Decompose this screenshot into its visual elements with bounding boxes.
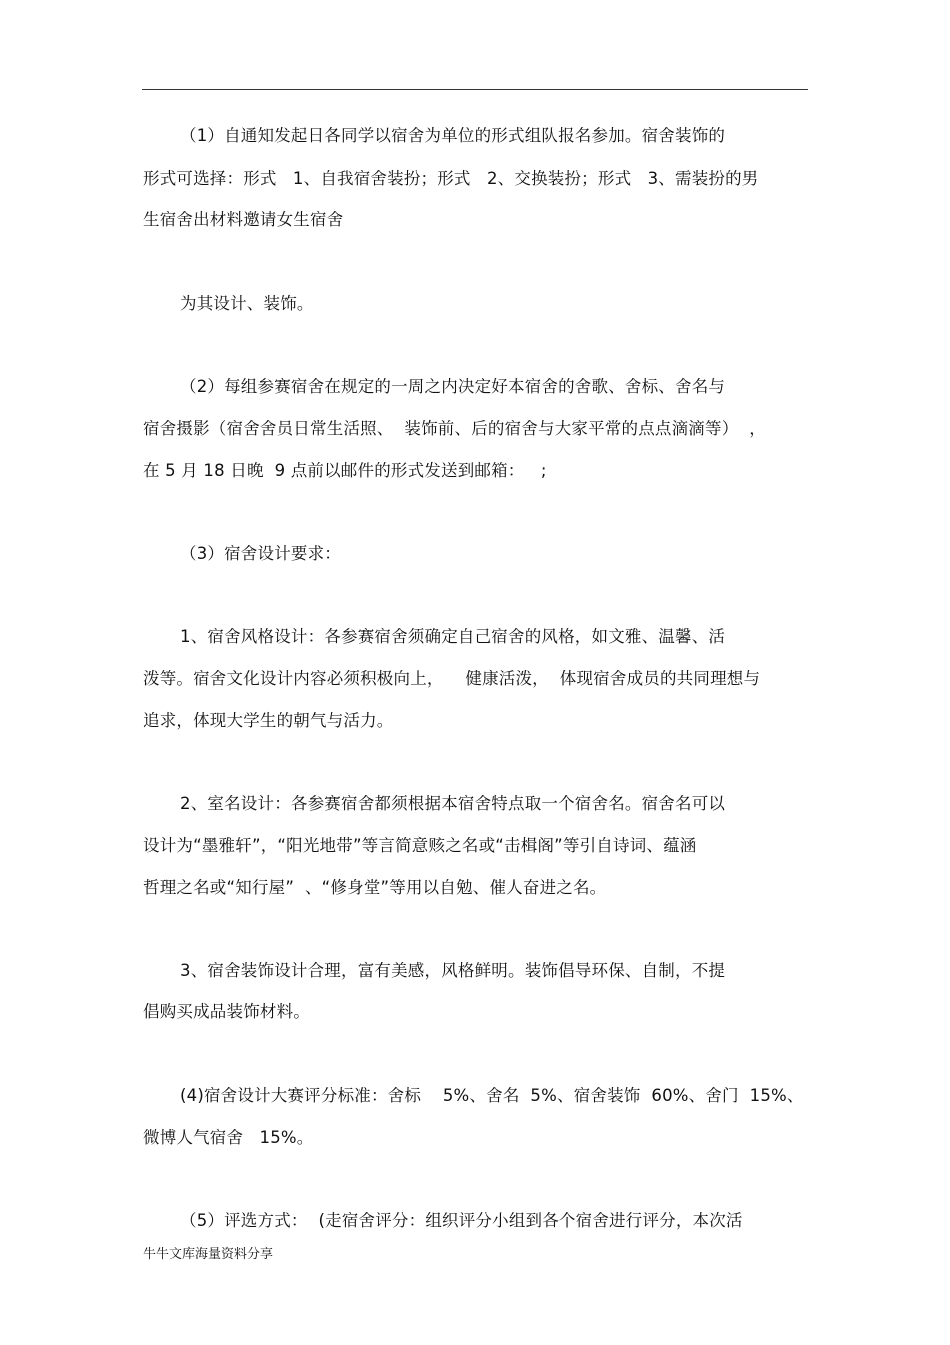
paragraph-1-line-2: 形式可选择：形式 1、自我宿舍装扮；形式 2、交换装扮；形式 3、需装扮的男 bbox=[143, 169, 759, 188]
paragraph-7-line-1: 3、宿舍装饰设计合理，富有美感，风格鲜明。装饰倡导环保、自制，不提 bbox=[180, 961, 726, 980]
footer-text: 牛牛文库海量资料分享 bbox=[143, 1247, 274, 1262]
paragraph-3-line-3: 在 5 月 18 日晚 9 点前以邮件的形式发送到邮箱： ; bbox=[143, 461, 547, 480]
paragraph-8-line-1: (4)宿舍设计大赛评分标准：舍标 5%、舍名 5%、宿舍装饰 60%、舍门 15%、 bbox=[180, 1086, 804, 1105]
paragraph-5-line-3: 追求，体现大学生的朝气与活力。 bbox=[143, 711, 394, 730]
paragraph-8-line-2: 微博人气宿舍 15%。 bbox=[143, 1128, 314, 1147]
paragraph-3-line-1: （2）每组参赛宿舍在规定的一周之内决定好本宿舍的舍歌、舍标、舍名与 bbox=[180, 377, 726, 396]
paragraph-1-line-3: 生宿舍出材料邀请女生宿舍 bbox=[143, 210, 344, 229]
paragraph-9-line-1: （5）评选方式： (走宿舍评分：组织评分小组到各个宿舍进行评分，本次活 bbox=[180, 1211, 743, 1230]
section-heading-requirements: （3）宿舍设计要求： bbox=[180, 544, 341, 563]
paragraph-1-line-1: （1）自通知发起日各同学以宿舍为单位的形式组队报名参加。宿舍装饰的 bbox=[180, 126, 726, 145]
paragraph-7-line-2: 倡购买成品装饰材料。 bbox=[143, 1002, 310, 1021]
paragraph-6-line-2: 设计为“墨雅轩”，“阳光地带”等言简意赅之名或“击楫阁”等引自诗词、蕴涵 bbox=[143, 836, 697, 855]
paragraph-3-line-2: 宿舍摄影（宿舍舍员日常生活照、 装饰前、后的宿舍与大家平常的点点滴滴等） ， bbox=[143, 419, 766, 438]
paragraph-6-line-3: 哲理之名或“知行屋” 、“修身堂”等用以自勉、催人奋进之名。 bbox=[143, 878, 607, 897]
header-rule bbox=[142, 89, 808, 90]
paragraph-5-line-2: 泼等。宿舍文化设计内容必须积极向上， 健康活泼， 体现宿舍成员的共同理想与 bbox=[143, 669, 761, 688]
paragraph-6-line-1: 2、室名设计：各参赛宿舍都须根据本宿舍特点取一个宿舍名。宿舍名可以 bbox=[180, 794, 726, 813]
paragraph-5-line-1: 1、宿舍风格设计：各参赛宿舍须确定自己宿舍的风格，如文雅、温馨、活 bbox=[180, 627, 726, 646]
paragraph-2-line-1: 为其设计、装饰。 bbox=[180, 294, 314, 313]
